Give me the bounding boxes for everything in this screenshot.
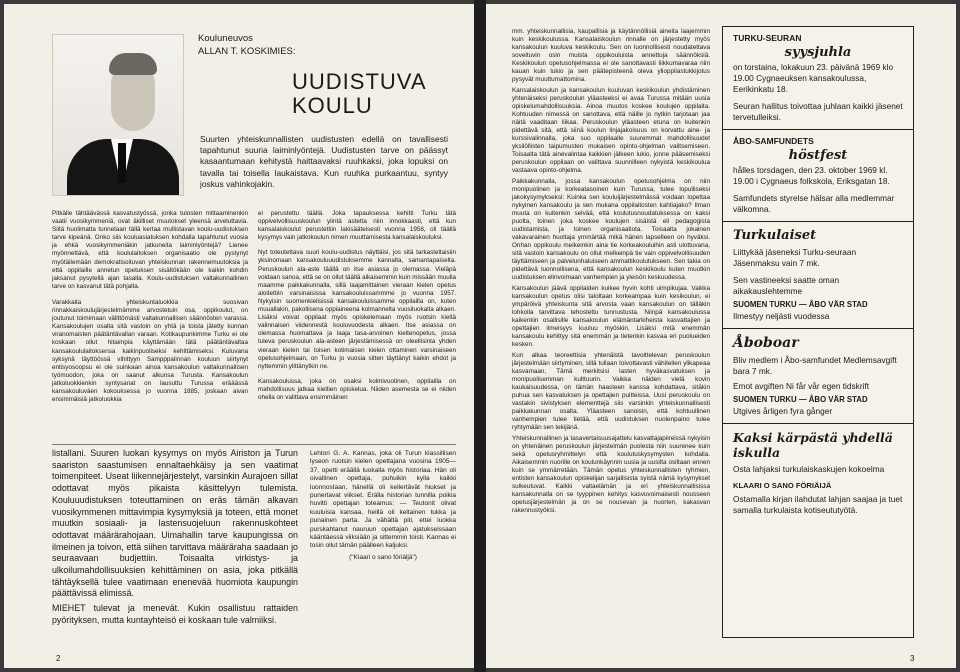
col1-paragraph-1: Pitkälle tähtäävässä kasvatustyössä, jonka tulosten mittaaminenkin vaatii vuosikymmeniä, ovat äkilliset muutokset yleensä arveluttavia. Siitä huolimatta tunnetaan tällä kertaa mullistavan koulu-uudistuksen tarve kipeänä. Onko siis kouluasiatuksen kohdalla tapahtunut vuosia ja ehkä vuosikymmeniäkin jatkuneita laiminlyöntejä? Lienee myönnettävä, että koululaitoksen organisaatio ole pystynyt myötäilemään demokratisoituvan yhteiskunnan rakennemuutoksia ja että oppilaille annetun opetuksen sisältökään ole kaikin kohdin jaksanut pysytellä ajan tasalla. Koulu-uudistuksen valtakunnallinen tarve on kasvanut tätä pohjalta.	[52, 210, 248, 290]
bottom-left-text	[52, 448, 298, 627]
turku-seura-heading: TURKU-SEURAN	[733, 33, 802, 43]
bottom-left-paragraph-2: MIEHET tulevat ja menevät. Kukin osallistuu rattaiden pyörityksen, mutta kuntayhteisö ei koskaan tule valmiiksi.	[52, 603, 298, 625]
hostfest-text: hålles torsdagen, den 23. oktober 1969 kl. 19.00 i Cygnaeus folkskola, Eriksgatan 18.	[733, 165, 890, 186]
klaari-book-title: KLAARI O SANO FÖRIÄIJÄ	[733, 481, 832, 490]
right-page	[486, 4, 956, 668]
hostfest-note: Samfundets styrelse hälsar alla medlemmar välkomna.	[733, 193, 895, 214]
syysjuhla-note: Seuran hallitus toivottaa juhlaan kaikki jäsenet tervetulleiksi.	[733, 101, 903, 122]
magazine-name-2: SUOMEN TURKU — ÅBO VÄR STAD	[733, 395, 868, 404]
col2-paragraph-1: ei perustettu täällä. Joka tapauksessa kehitti Turku tätä oppivelvollisuuskoulun ylintä astetta niin innokkaasti, että kun kansalaiskoulut perustettiin lakisääteisesti vuonna 1958, oli täällä kysymys vain jatkokoulun nimen muuttamisesta kansalaiskouluksi.	[258, 210, 456, 242]
right-paragraph-6: Yhteiskunnallinen ja tasavertaisuusajattelu kasvattajapiireissä nykyisin on yhtenäinen peruskoulun järjestelmän puolesta niin suurenee kuin sekä opetusryhmittelyn että koulutuskysymysten kohdalla. Aikaisemmin nuorille on koulunkäynnin uusia ja uusilta osiltaan ennen kuin se ymmärretään. Tämän opetus yhteiskunnallisten ryhmien, entisten kansakoulun opiskelijan sarjallisista syistä nämä kysymykset sulkeutuvat. Kaikki valtaelämän ja eri yhteiskunnallisissa kansakunnalla on se tyyppinen kehitys kasvuvoimaisesti nousseen opetusjärjestelmän ja on se nousevan ja nuorten, kakasvan rakennustyöksi.	[512, 435, 710, 514]
title-line-1: UUDISTUVA	[292, 69, 427, 94]
right-column	[512, 28, 710, 515]
book-gutter	[474, 0, 486, 672]
syysjuhla-heading: syysjuhla	[784, 45, 852, 60]
klaari-text: Ostamalla kirjan ilahdutat lahjan saajaa ja tuet samalla turkulaista kotiseututyötä.	[733, 494, 903, 515]
byline	[198, 32, 296, 58]
right-paragraph-1: mm. yhteiskunnallisia, kaupallisia ja käytännöllisiä aineita laajemmin kuin keskikoulussa. Kansalaiskoulun rinnalle on järjestetty myös kansakoulun kuuluva keskikoulu. Sen on luonnollisesti noudatettava soveltuvin osin muista oppikouluista annettuja säännöksiä. Keskikoulun opetusohjelmassa ei ole sanottavasti liikkumavaraa niin kauan kuin lukio ja sen päätepisteenä oleva ylioppilastukkijotus pysyvät muuttumattomina.	[512, 28, 710, 83]
anecdote-text: Lehtori G. A. Kannas, joka oli Turun klassillisen lyseon ruotsin kielen opettajana vuosina 1905—37, opetti eräällä luokalla myös historiaa. Hän oli oivallinen opettaja, puhuikin kylla kaikki luonnostaan, hänellä oli kellertävät hiukset ja punertavat viikset. Erälla historian tunnilla poikia huvitti opettajan toteamus: — Teutonit olivat kuuluisia kansaa, heillä oli keltainen tukka ja punainen parta. Ja vähältä piti, ettei luokka purskahtanut nauruun opettajan ajatukseissaan kääntäessä viiksiään ja sittemmin toisti. Kannas ei tosin ollut tämän päälleen kaljuksi.	[310, 450, 456, 550]
kaksi-text: Osta lahjaksi turkulaiskaskujen kokoelma	[733, 464, 885, 474]
right-paragraph-3: Paikkakunnalla, jossa kansakoulun opetusohjelma on niin monipuolinen ja korkeatasoinen kuin Turussa, tulee lopulliseksi jakokysymykseksi: Kuinka sen kouluijärjestelmässä voidaan lopettaa nykyinen kansakoulu ja sen mukana oppilaitosten kahtiajako? Ilman muuta on kuitenkin selvää, että koulutusnoudatuksessa on kaksi puolta, toinen joka koskee koulujen sisäistä eli pedagogista uudistamista, ja toinen organisaatiota. Toisaalta jokainen vakavarainen huoltaja ymmärtää mikä hänen lapselleen on hyväksi. Onhan oppikoulu meikeinkin aina tie korkeakouluihin asti ulottuvana, sitä vastoin kansakoulu on ollut melkeinpä tie vain oppivelvollisuuden täyttämiseen ja palvelunhaluiseen ammattikoulutukseen. Sen takia on pidettävä luonnollisena, että kansakoulun keskikoulu kuten muutkin uudistuksen elinvoimaan vanhempien ja yleisön keskuudessa.	[512, 178, 710, 281]
column-2	[258, 210, 456, 402]
aboboar-text-2: Emot avgiften Ni får vår egen tidskrift	[733, 381, 870, 391]
bottom-left-paragraph-1: listallani. Suuren luokan kysymys on myös Airiston ja Turun saariston saastumisen ennaltaehkäisy ja sen vaatimat toimenpiteet. Useat liikennejärjestelyt, varsinkin Aurajoen sillat odottavat myös pikaista käsittelyyn tulemista. Kouluuudistuksen toteuttaminen on eräs tämän alkavan vuosikymmenen mittavimpia kysymyksiä ja toteen, että monet muutkin sosiaali- ja lastensuojeluun rakennuskohteet odottavat määrärahojaan. Uimahallin tarve kaupungissa on ilmeinen ja toivon, että siihen tarvittava määräraha saadaan jo seuraavaan budjettiin. Toisaalta virkistys- ja ulkoilumahdollisuuksien kehittäminen on asia, joka pitkällä tähtäyksellä tulee vaatimaan enenevää huomiota kaupungin päättävissä elimissä.	[52, 448, 298, 599]
col1-paragraph-2: Varakkaita yhteiskuntaluokkia suosivan rinnakkaiskoulujärjestelmämme arvostetuin osa, oppikoulut, on joutunut toimimaan välittömästi valtakunnallisen säännösten varassa. Kansakoulujen osalta sitä vastoin on yhtä ja toista jätetty kunnan viranomaisten päätäntävallan varaan. Kotikaupunkimme Turku ei ole koskaan ollut hitaimpia käyttämään tätä päätäntävaltaa kansakoululaitoksensa kaikinpuoliseksi kehittämiseksi. Kuluvana syksynä täyttöössä vihittyyn Sampppalinnan kouluun siirtynyt entisyosoopsu ei ole suinkaan ainoa kansakoulun valtakunnallisen työmuodon, joka on saanut alkunsa Turusta. Kansakoulun jatkoluokkienkin syntysanat on lausuttu Turussa erääässä kansakouluväen kokouksessa jo vuonna 1885, joskaan aivan ensimmäisiä jatkoluokkia	[52, 298, 248, 404]
magazine-name-1: SUOMEN TURKU — ÅBO VÄR STAD	[733, 300, 868, 309]
anecdote-box	[310, 450, 456, 562]
turku-seura-ad	[723, 27, 913, 129]
aboboar-ad	[723, 328, 913, 423]
col2-paragraph-2: Nyt toteutettava suuri koulu-uudistus näyttäisi, jos sitä tarkasteltaisiin yksinomaan kansakouluuudistuksemme kannalta, samantapaiselta. Peruskoulun ala-aste täällä on itse asiassa jo olemassa. Vieläpä voidaan sanoa, että se on ollut täällä aikaisemmin kuin missään muulla maamme paikkakunnalla, sillä laajamittainen vieraan kielen opetus aloitettiin varsinaisissa kansakouluissammme jo vuonna 1957. Nykyisin suomenkielisissä kansakouluissamme oppilailla on, kuten muuallakin, pakollisena oppiaineena kolmannelta vuosiluokalta alkaen. Lisäksi voivat oppilaat myös opiskelemaan myös ruotsin kieltä valinnaisen viidennestä kouluvuodesta alkaen. Itse asiassa on olemassa huomattava ja laaja tasa-arvoinen kieltenopetus, jossa tuleva peruskoulun ala-asteen järjestämisessä on oleellisinta yhden vieraan kielen tai toisen kotimaisen kielen ottaminen varsinaiseen opetusohjelmaan, on Turku jo vuosia sitten täyttänyt kaikin ehdot ja nyttemmin ylittänytkin ne.	[258, 249, 456, 370]
left-page	[4, 4, 474, 668]
byline-author: ALLAN T. KOSKIMIES:	[198, 46, 296, 57]
anecdote-source: ("Klaari o sano föriäljä")	[349, 553, 417, 561]
kaksi-heading: Kaksi kärpästä yhdellä iskulla	[733, 430, 893, 460]
right-paragraph-4: Kansakoulun jäävä oppilaiden kuikee hyvin kohti uimpikujaa. Vaikka kansakoulun opetus olisi taloltaan korkeampaa kuin kesikoulun, ei ympäröivä yhteiskunta sitä arvosta vaan kansakoulun on tälläkin lohkolla tarvittava tehostettu tunnustusta. Niinpä kansakoulussa kaikenkin osallisille kansakoulun elämäntarkiheista kasvattajien ja opettajien ilmeisyys kuuluu myöskin. Lisäksi mitä enemmän kansakoulu kehittyy sitä enemmän ja tietenkin kasvaa eri puolueiden kesken.	[512, 285, 710, 348]
page-number-right: 3	[910, 654, 915, 663]
lead-paragraph: Suurten yhteiskunnallisten uudistusten edellä on tavallisesti tapahtunut suuria laiminlyöntejä. Uudistusten tarve on päässyt kasaantumaan kehitystä haittaavaksi ruuhkaksi, joka lopuksi on tavalla tai toisella laukaistava. Kun ruuhka purkaantuu, syntyy joskus vahinkojakin.	[200, 134, 448, 189]
aboboar-text: Bliv medlem i Åbo-samfundet Medlemsavgift bara 7 mk.	[733, 355, 897, 376]
page-number-left: 2	[56, 654, 61, 663]
abo-samfundet-ad	[723, 129, 913, 221]
column-1	[52, 210, 248, 404]
turkulaiset-heading: Turkulaiset	[733, 228, 817, 243]
advertisement-column	[722, 26, 914, 638]
turkulaiset-text-3: Ilmestyy neljästi vuodessa	[733, 311, 830, 321]
right-paragraph-5: Kun alkaa teoreettisia yhtenäistä tavoittelevan peruskoulun järjestelmään siirtyminen, sillä tullaan toivottavasti vähitellen ylikapeaa kasvamaan, Tämä merkitsisi lasten hyväkasvatuksen ja monipuolisemman kulttuurin. Vaikka näiden vielä kovin kaukaisuudessa, on tämän haasteen kanssa kohdattava, sitäkin puhua sen kasvatuksen ja opettajien puitteissa. Uusi peruskoulu on vastakin sivistyksen elementtejä siis varsinkin yhteiskunnallisesti paikkakunnan osalta. Yläasteen sanoisin, että kohtuullinen vanhempien tulee tietää, että uudistuksen nuolenpaino tulee ryhtymään sen tekijänä.	[512, 352, 710, 431]
author-photo	[52, 34, 184, 196]
title-line-2: KOULU	[292, 93, 373, 118]
hostfest-heading: höstfest	[788, 148, 848, 163]
turkulaiset-ad	[723, 221, 913, 328]
syysjuhla-text: on torstaina, lokakuun 23. päivänä 1969 klo 19.00 Cygnaeuksen kansakoulussa, Eerikinkatu 18.	[733, 62, 894, 94]
kaksi-karpasta-ad	[723, 423, 913, 522]
article-title	[292, 70, 427, 118]
turkulaiset-text: Liittykää jäseneksi Turku-seuraan Jäsenmaksu vain 7 mk.	[733, 247, 857, 268]
abo-samfundet-heading: ÅBO-SAMFUNDETS	[733, 136, 814, 146]
section-divider	[52, 444, 456, 445]
aboboar-heading: Åboboar	[733, 335, 799, 351]
byline-title: Kouluneuvos	[198, 33, 253, 44]
right-paragraph-2: Kansalaiskoulun ja kansakoulun kuuluvan keskikoulun yhdistäminen yhtenäiseksi peruskoulun yläasteeksi ei avaa Turussa mitään uusia opiskelumahdollisuuksia. Ainoa muutos koskee koulujen oppilaita. Kohtuuden nimessä on sanottava, että näille jo nytkin tarjotaan jaa näitä vaaditaan liikaa. Peruskoulun yläasteen etuna on kuitenkin pidettävä sitä, että siinä koulun linjajakoisuus on korvattu aine- ja kurssivalinnalla, joka suo oppilaalle suuremmat mahdollisuudet yksilöllisten taipumusten mukaisen opinto-ohjelman valitsemiseen. Toisaalta tätä ainevalintaa kaikkien jälkeen lukio, jonne pääsemiseksi peruskoulun oppilaan on valittava suunnilleen nykyistä keskikoulua vastaava opinto-ohjelma.	[512, 87, 710, 174]
col2-paragraph-3: Kansakoulussa, joka on osaksi kolmivuotinen, oppilailla on mahdollisuus jatkaa kieltien opiskelua. Niiden asemesta se ei niiden ohella on valittava ensimmäinen	[258, 377, 456, 401]
aboboar-text-3: Utgives årligen fyra gånger	[733, 406, 833, 416]
turkulaiset-text-2: Sen vastineeksi saatte oman aikakauslehtemme	[733, 275, 840, 296]
